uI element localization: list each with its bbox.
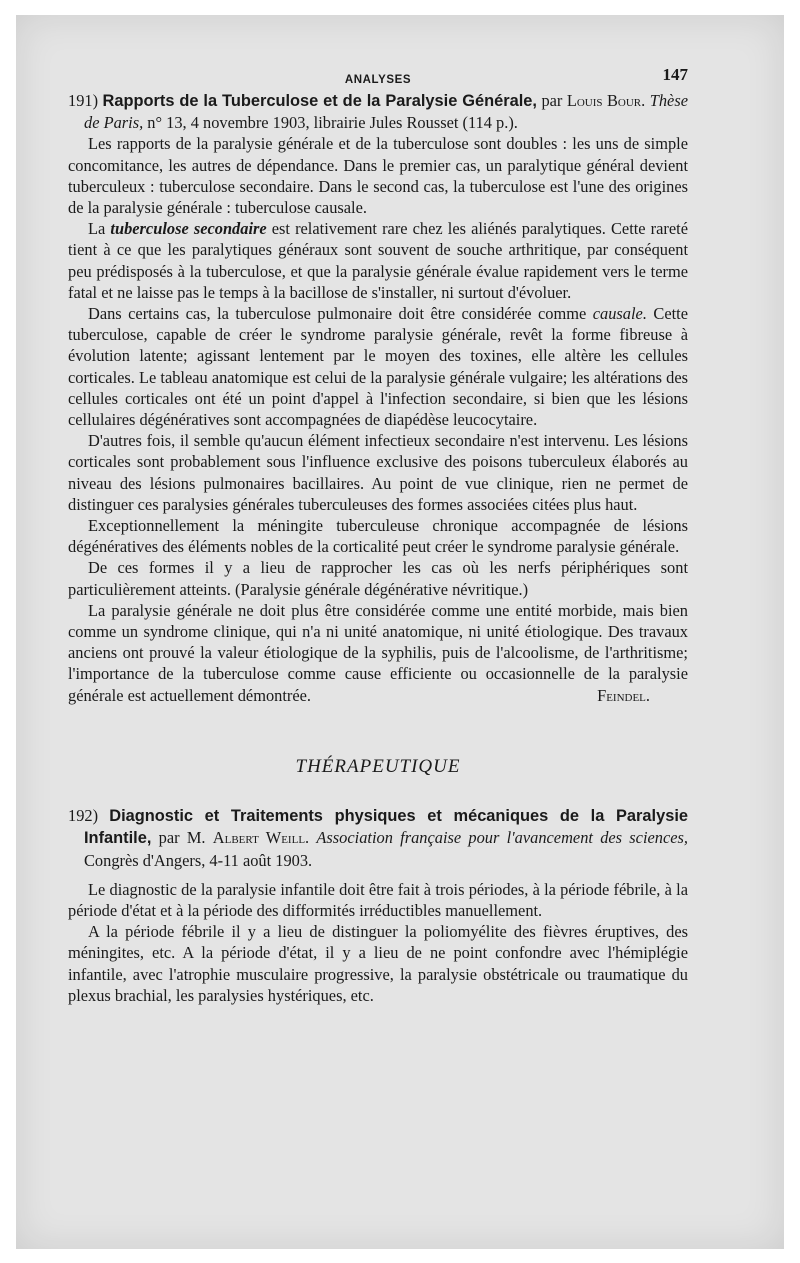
term-tuberculose-secondaire: tuberculose secondaire xyxy=(110,219,267,239)
entry-191-p2-lead: La xyxy=(88,219,106,239)
entry-191-number: 191) xyxy=(68,91,99,110)
entry-192-heading xyxy=(68,805,688,871)
entry-192 xyxy=(68,805,688,1006)
running-title: ANALYSES xyxy=(344,74,412,86)
entry-192-paragraph-2: A la période fébrile il y a lieu de distinguer la poliomyélite des fièvres éruptives, des méningites, etc. A la période d'état, il y a lieu de ne point confondre avec l'hémiplégie infantile, avec l'atrophie musculaire progressive, la paralysie obstétricale ou traumatique du plexus brachial, les paralysies hystériques, etc. xyxy=(68,922,688,1005)
entry-192-author: Albert Weill. xyxy=(212,828,310,848)
entry-191-signature: Feindel. xyxy=(597,685,650,705)
entry-191-paragraph-2 xyxy=(68,218,688,303)
entry-191-source: Thèse de Paris, xyxy=(84,91,688,133)
entry-191-title: Rapports de la Tuberculose et de la Paralysie Générale, xyxy=(102,92,537,110)
page-content xyxy=(68,64,688,1006)
entry-191-source-details: n° 13, 4 novembre 1903, librairie Jules Rousset (114 p.). xyxy=(147,113,518,133)
entry-191-p3-body: Cette tuberculose, capable de créer le syndrome paralysie générale, revêt la forme fibreuse à évolution latente; agissant lentement par le moyen des toxines, elle altère les cellules corticales. Le tableau anatomique est celui de la paralysie générale vulgaire; les altérations des cellules corticales ont été un point d'appel à l'infection secondaire, si bien que les lésions cellulaires dégénératives sont accompagnées de diapédèse leucocytaire. xyxy=(68,304,688,430)
entry-192-source: Association française pour l'avancement des sciences, xyxy=(316,828,689,848)
entry-191-heading: 191) Rapports de la Tuberculose et de la Paralysie Générale, par Louis Bour. Thèse de Paris, n° 13, 4 novembre 1903, librairie Jules Rousset (114 p.). xyxy=(68,91,688,133)
entry-191-author: Louis Bour xyxy=(566,91,642,110)
entry-192-number: 192) xyxy=(68,806,99,826)
entry-191-par: par xyxy=(541,91,563,110)
entry-191 xyxy=(68,90,688,706)
entry-191-paragraph-6: De ces formes il y a lieu de rapprocher les cas où les nerfs périphériques sont particulièrement atteints. (Paralysie générale dégénérative névritique.) xyxy=(68,558,688,599)
entry-192-paragraph-1: Le diagnostic de la paralysie infantile doit être fait à trois périodes, à la période fébrile, à la période d'état et à la période des difformités irréductibles manuellement. xyxy=(68,879,688,920)
entry-192-title: Diagnostic et Traitements physiques et mécaniques de la Paralysie Infantile, xyxy=(84,807,688,848)
entry-191-paragraph-1: Les rapports de la paralysie générale et de la tuberculose sont doubles : les uns de simple concomitance, les autres de dépendance. Dans le premier cas, un paralytique général devient tuberculeux : tuberculose secondaire. Dans le second cas, la tuberculose est l'une des origines de la paralysie générale : tuberculose causale. xyxy=(68,134,688,218)
page-number: 147 xyxy=(662,65,688,84)
term-causale: causale. xyxy=(592,304,647,324)
entry-191-p2-body: est relativement rare chez les aliénés paralytiques. Cette rareté tient à ce que les paralytiques généraux sont souvent de souche arthritique, par conséquent peu prédisposés à la tuberculose, et que la paralysie générale évalue rapidement vers le terme fatal et ne laisse pas le temps à la bacillose de s'installer, ni surtout d'évoluer. xyxy=(68,219,688,302)
entry-191-p3-lead: Dans certains cas, la tuberculose pulmonaire doit être considérée comme xyxy=(88,304,587,324)
entry-191-paragraph-5: Exceptionnellement la méningite tuberculeuse chronique accompagnée de lésions dégénératives des éléments nobles de la corticalité peut créer le syndrome paralysie générale. xyxy=(68,516,688,557)
page-header xyxy=(68,64,688,90)
entry-191-paragraph-7: La paralysie générale ne doit plus être considérée comme une entité morbide, mais bien comme un syndrome clinique, qui n'a ni unité anatomique, ni unité étiologique. Des travaux anciens ont prouvé la valeur étiologique de la syphilis, puis de l'alcoolisme, de l'arthritisme; l'importance de la tuberculose comme cause efficiente ou occasionnelle de la paralysie générale est actuellement démontrée. xyxy=(68,600,688,705)
entry-191-paragraph-3 xyxy=(68,303,688,430)
entry-191-paragraph-4: D'autres fois, il semble qu'aucun élément infectieux secondaire n'est intervenu. Les lésions corticales sont probablement sous l'influence exclusive des poisons tuberculeux élaborés au niveau des lésions pulmonaires bacillaires. Au point de vue clinique, rien ne permet de distinguer ces paralysies générales tuberculeuses des formes associées citées plus haut. xyxy=(68,431,688,514)
entry-192-source-details: Congrès d'Angers, 4-11 août 1903. xyxy=(84,850,313,870)
section-title: THÉRAPEUTIQUE xyxy=(295,755,461,777)
entry-192-par: par M. xyxy=(158,828,206,848)
